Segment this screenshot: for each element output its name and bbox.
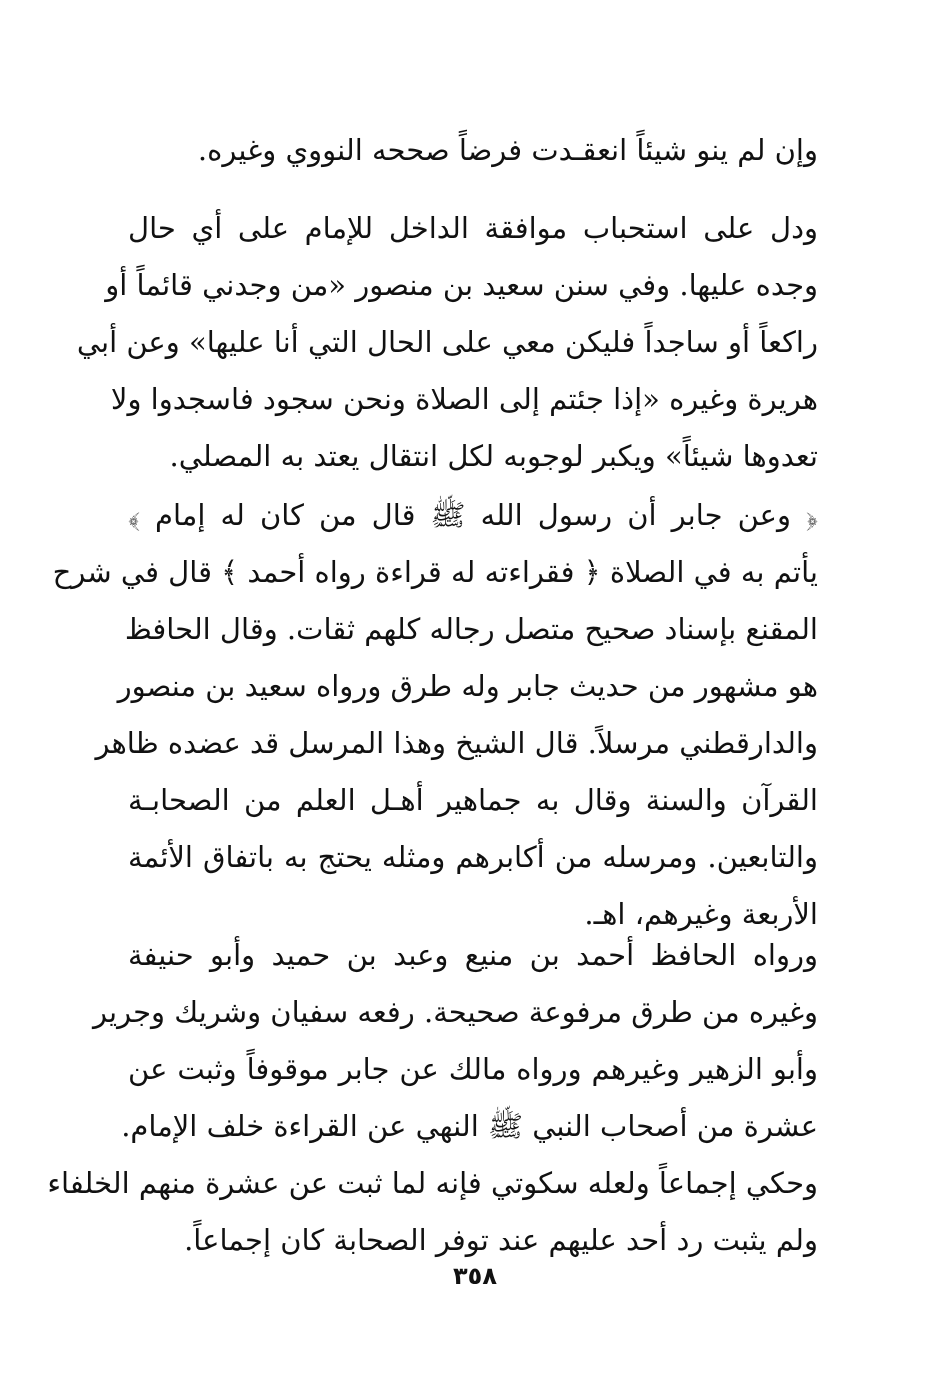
text-line: القرآن والسنة وقال به جماهير أهـل العلم من الصحابـة (128, 783, 818, 817)
text-line: ودل على استحباب موافقة الداخل للإمام على أي حال (128, 211, 818, 245)
text-line: وإن لم ينو شيئاً انعقـدت فرضاً صححه النووي وغيره. (197, 133, 818, 167)
text-line: المقنع بإسناد صحيح متصل رجاله كلهم ثقات. وقال الحافظ (124, 612, 818, 646)
paragraph-1 (128, 122, 818, 179)
text-line: وحكي إجماعاً ولعله سكوتي فإنه لما ثبت عن عشرة منهم الخلفاء (47, 1166, 818, 1200)
text-line: ورواه الحافظ أحمد بن منيع وعبد بن حميد وأبو حنيفة (128, 938, 818, 972)
text-line: تعدوها شيئاً» ويكبر لوجوبه لكل انتقال يعتد به المصلي. (169, 439, 818, 473)
page-number: ٣٥٨ (453, 1262, 497, 1290)
text-line: راكعاً أو ساجداً فليكن معي على الحال التي أنا عليها» وعن أبي (76, 325, 818, 359)
text-line: هريرة وغيره «إذا جئتم إلى الصلاة ونحن سجود فاسجدوا ولا (110, 382, 818, 416)
paragraph-3 (52, 487, 818, 943)
paragraph-2 (76, 200, 818, 485)
text-line: وجده عليها. وفي سنن سعيد بن منصور «من وجدني قائماً أو (105, 268, 818, 302)
text-line: يأتم به في الصلاة ﴿ فقراءته له قراءة رواه أحمد ﴾ قال في شرح (52, 555, 818, 589)
text-line: هو مشهور من حديث جابر وله طرق ورواه سعيد بن منصور (117, 669, 818, 703)
text-line: وأبو الزهير وغيرهم ورواه مالك عن جابر موقوفاً وثبت عن (128, 1052, 818, 1086)
text-line: ﴿ وعن جابر أن رسول الله ﷺ قال من كان له إمام ﴾ (128, 498, 818, 532)
text-line: وغيره من طرق مرفوعة صحيحة. رفعه سفيان وشريك وجرير (93, 995, 818, 1029)
text-line: عشرة من أصحاب النبي ﷺ النهي عن القراءة خلف الإمام. (121, 1109, 818, 1143)
text-line: ولم يثبت رد أحد عليهم عند توفر الصحابة كان إجماعاً. (184, 1223, 818, 1257)
text-line: والدارقطني مرسلاً. قال الشيخ وهذا المرسل قد عضده ظاهر (95, 726, 818, 760)
text-line: الأربعة وغيرهم، اهـ. (584, 897, 818, 931)
text-line: والتابعين. ومرسله من أكابرهم ومثله يحتج به باتفاق الأئمة (128, 840, 818, 874)
paragraph-4 (47, 927, 818, 1269)
